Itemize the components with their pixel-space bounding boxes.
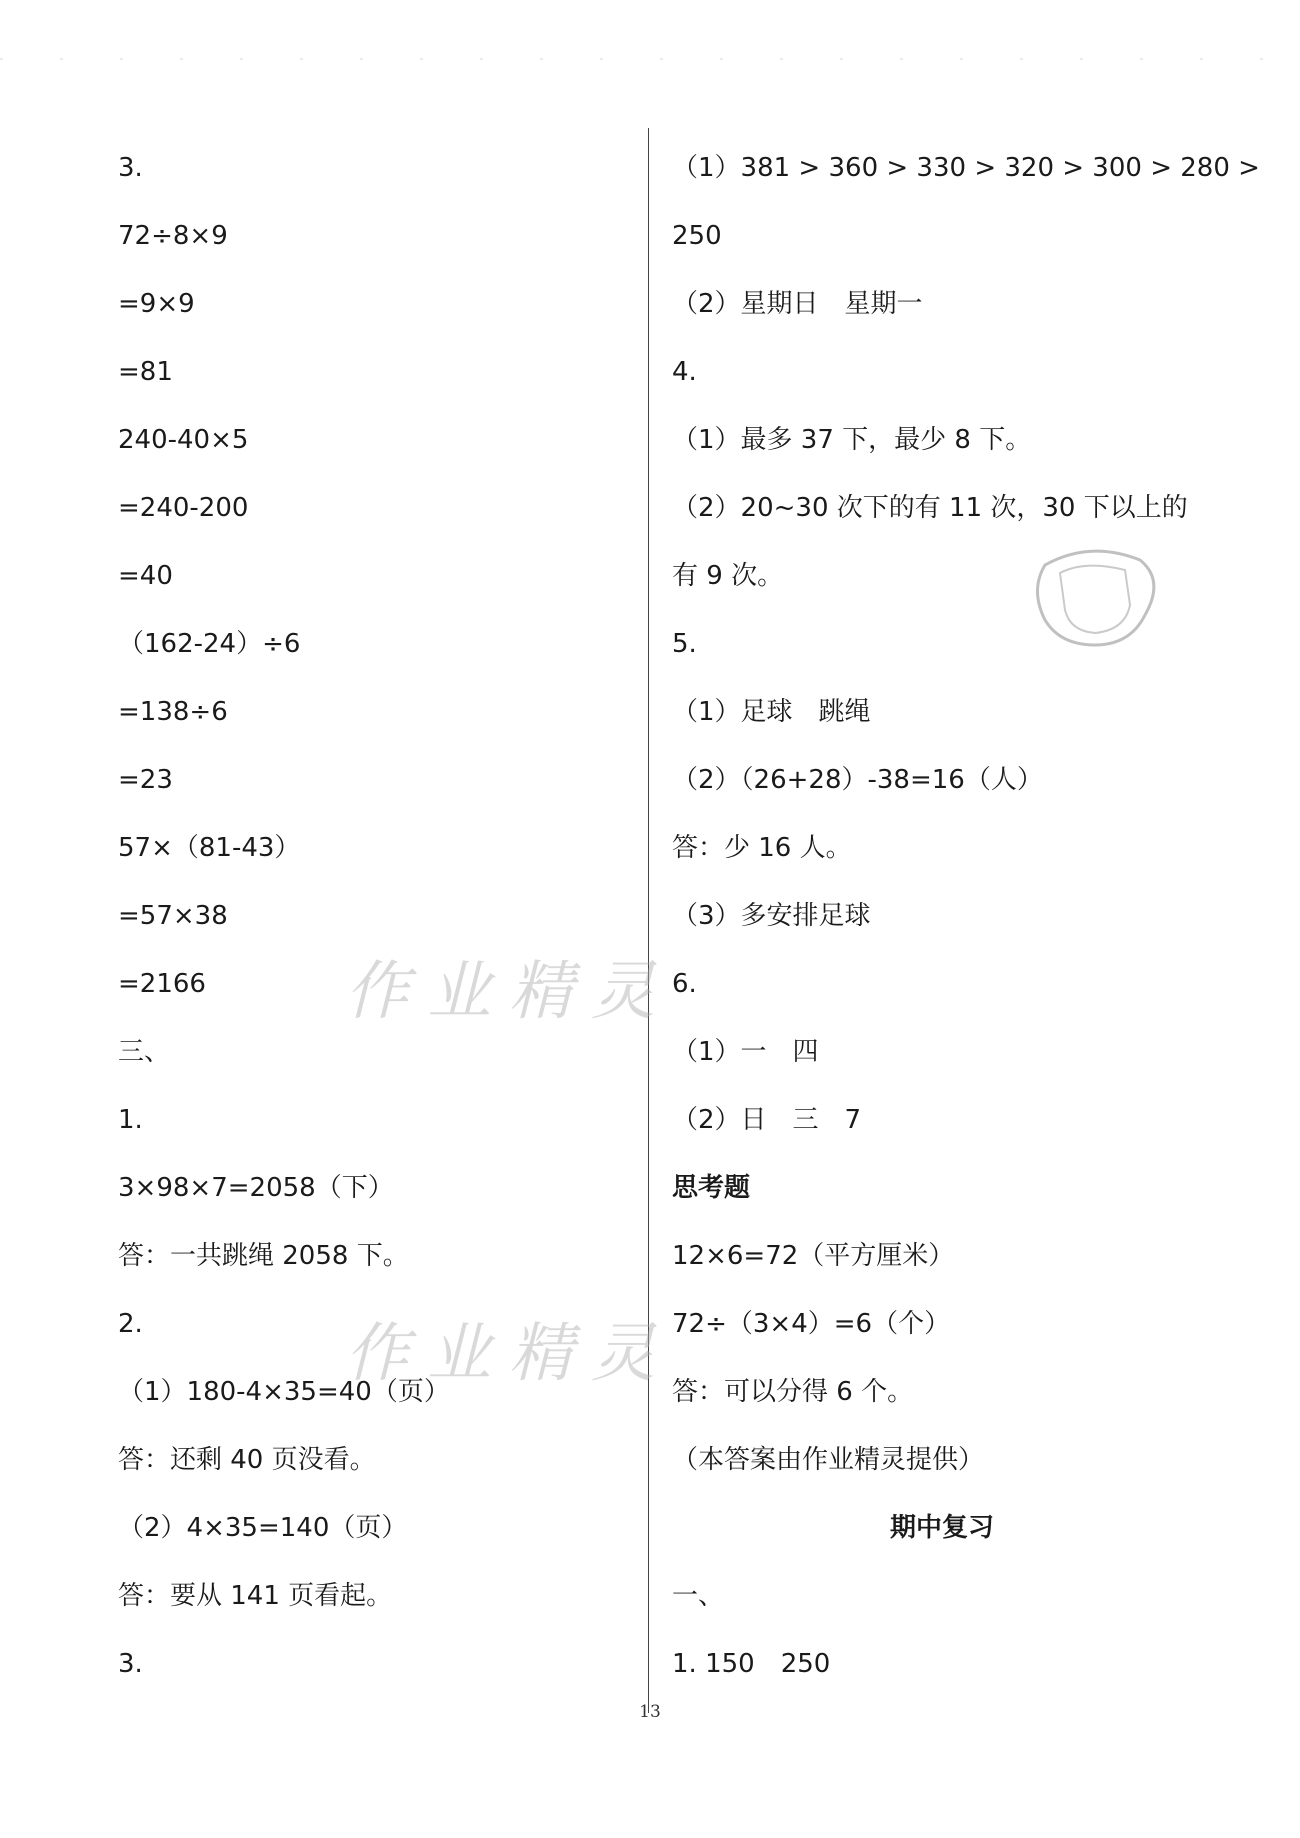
text-line: （1）381 > 360 > 330 > 320 > 300 > 280 >	[672, 153, 1260, 183]
text-line: 3.	[118, 1649, 143, 1679]
text-line: 三、	[118, 1037, 171, 1067]
text-line: 1.	[118, 1105, 143, 1135]
text-line: =81	[118, 357, 173, 387]
text-line: 250	[672, 221, 722, 251]
text-line: 5.	[672, 629, 697, 659]
text-line: （2）星期日 星期一	[672, 289, 923, 319]
text-line: （2）4×35=140（页）	[118, 1513, 408, 1543]
text-line: =138÷6	[118, 697, 228, 727]
text-line: =9×9	[118, 289, 195, 319]
text-line: 57×（81-43）	[118, 833, 301, 863]
left-column	[118, 138, 638, 1702]
text-line: =57×38	[118, 901, 228, 931]
text-line: 72÷（3×4）=6（个）	[672, 1309, 951, 1339]
watermark: 作业精灵	[345, 1317, 673, 1391]
text-line: 6.	[672, 969, 697, 999]
stamp-logo	[1030, 545, 1160, 655]
text-line: 2.	[118, 1309, 143, 1339]
text-line: （1）足球 跳绳	[672, 697, 871, 727]
page-number: 13	[639, 1702, 661, 1722]
text-line: 3.	[118, 153, 143, 183]
text-line: 1. 150 250	[672, 1649, 831, 1679]
text-line: （1）最多 37 下，最少 8 下。	[672, 425, 1032, 455]
text-line: （2）日 三 7	[672, 1105, 862, 1135]
text-line: 有 9 次。	[672, 561, 784, 591]
text-line: 答：可以分得 6 个。	[672, 1377, 914, 1407]
text-line: 240-40×5	[118, 425, 249, 455]
scan-artifact-line	[0, 58, 1300, 60]
text-line: （2）（26+28）-38=16（人）	[672, 765, 1043, 795]
text-line: 答：少 16 人。	[672, 833, 852, 863]
text-line: =40	[118, 561, 173, 591]
text-line: 思考题	[672, 1173, 751, 1203]
text-line: 答：一共跳绳 2058 下。	[118, 1241, 409, 1271]
text-line: =240-200	[118, 493, 249, 523]
text-line: （本答案由作业精灵提供）	[672, 1445, 985, 1475]
text-line: 12×6=72（平方厘米）	[672, 1241, 955, 1271]
text-line: 一、	[672, 1581, 725, 1611]
text-line: 答：还剩 40 页没看。	[118, 1445, 376, 1475]
text-line: （1）一 四	[672, 1037, 819, 1067]
text-line: 72÷8×9	[118, 221, 228, 251]
text-line: 4.	[672, 357, 697, 387]
text-line: （2）20~30 次下的有 11 次，30 下以上的	[672, 493, 1188, 523]
text-line: =23	[118, 765, 173, 795]
text-line: 答：要从 141 页看起。	[118, 1581, 393, 1611]
text-line: =2166	[118, 969, 206, 999]
text-line: （1）180-4×35=40（页）	[118, 1377, 450, 1407]
watermark: 作业精灵	[345, 955, 673, 1029]
text-line: 3×98×7=2058（下）	[118, 1173, 394, 1203]
text-line: （162-24）÷6	[118, 629, 301, 659]
right-column	[672, 138, 1260, 1702]
text-line: （3）多安排足球	[672, 901, 871, 931]
column-divider	[648, 128, 649, 1713]
text-line: 期中复习	[889, 1513, 994, 1543]
